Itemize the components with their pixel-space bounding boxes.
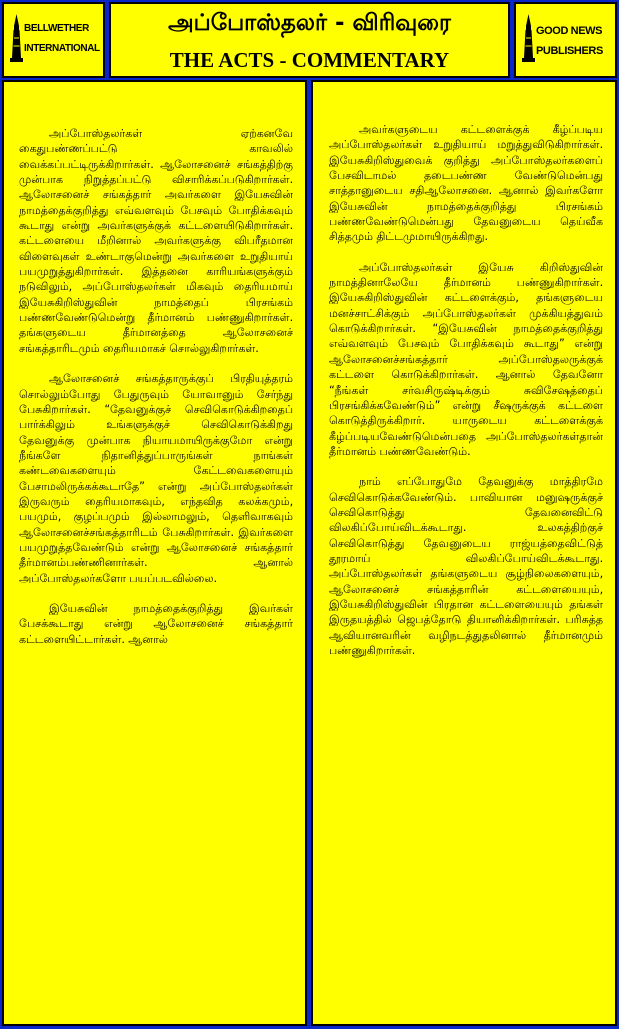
logo-right-line1: GOOD NEWS	[536, 25, 603, 37]
logo-left-line2: INTERNATIONAL	[24, 43, 100, 54]
tower-icon	[522, 14, 535, 64]
logo-left-line1: BELLWETHER	[24, 23, 89, 34]
right-text-column	[311, 80, 617, 1026]
left-text-column	[2, 80, 307, 1026]
logo-right-line2: PUBLISHERS	[536, 45, 603, 57]
page-title-tamil: அப்போஸ்தலர் - விரிவுரை	[168, 10, 451, 36]
paragraph: ஆலோசனைச் சங்கத்தாருக்குப் பிரதியுத்தரம் சொல்லும்போது பேதுருவும் யோவானும் சேர்ந்து பேசுகிறார்கள். “தேவனுக்குச் செவிகொடுக்கிறதைப் பார்க்கிலும் உங்களுக்குச் செவிகொடுக்கிறது தேவனுக்கு முன்பாக நியாயமாயிருக்குமோ என்று நீங்களே நிதானித்துப்பாருங்கள் நாங்கள் கண்டவைகளையும் கேட்டவைகளையும் பேசாமலிருக்கக்கூடாதே” என்று அப்போஸ்தலர்கள் இருவரும் தைரியமாகவும், எந்தவித கலக்கமும், பயமும், குழப்பமும் இல்லாமலும், தெளிவாகவும் ஆலோசனைச்சங்கத்தாரிடம் பேசுகிறார்கள். இவர்களை பயமுறுத்தவேண்டும் என்று ஆலோசனைச் சங்கத்தார் தீர்மானம்பண்ணினார்கள். ஆனால் அப்போஸ்தலர்களோ பயப்படவில்லை.	[19, 372, 293, 585]
paragraph: அப்போஸ்தலர்கள் ஏற்கனவே கைதுபண்ணப்பட்டு காவலில் வைக்கப்பட்டிருக்கிறார்கள். ஆலோசனைச் சங்கத்திற்கு முன்பாக நிறுத்தப்பட்டு விசாரிக்கப்படுகிறார்கள். ஆலோசனைச் சங்கத்தார் அவர்களை இயேசுவின் நாமத்தைக்குறித்து எவ்வளவும் பேசவும் போதிக்கவும் கூடாது என்று அவர்களுக்குக் கட்டளையிடுகிறார்கள். கட்டளையை மீறினால் அவர்களுக்கு விபரீதமான விளைவுகள் உண்டாகுமென்று அவர்களை உறுதியாய் பயமுறுத்துகிறார்கள். இத்தனை காரியங்களுக்கும் நடுவிலும், அப்போஸ்தலர்கள் மிகவும் தைரியமாய் இயேசுகிறிஸ்துவின் நாமத்தைப் பிரசங்கம் பண்ணவேண்டுமென்று தீர்மானம் பண்ணுகிறார்கள். தங்களுடைய தீர்மானத்தை ஆலோசனைச் சங்கத்தாரிடமும் தைரியமாகச் சொல்லுகிறார்கள்.	[19, 127, 293, 355]
page-title-english: THE ACTS - COMMENTARY	[169, 48, 450, 72]
paragraph: நாம் எப்போதுமே தேவனுக்கு மாத்திரமே செவிகொடுக்கவேண்டும். பாவியான மனுஷருக்குச் செவிகொடுத்து தேவனைவிட்டு விலகிப்போய்விடக்கூடாது. உலகத்திற்குச் செவிகொடுத்து தேவனுடைய ராஜ்யத்தைவிட்டுத் தூரமாய் விலகிப்போய்விடக்கூடாது. அப்போஸ்தலர்கள் தங்களுடைய சூழ்நிலைகளையும், ஆலோசனைச் சங்கத்தாரின் கட்டளையையும், இயேசுகிறிஸ்துவின் பிரதான கட்டளையையும் தங்கள் இருதயத்தில் ஜெபத்தோடு தியானிக்கிறார்கள். பரிசுத்த ஆவியானவரின் வழிநடத்துதலினால் தீர்மானமும் பண்ணுகிறார்கள்.	[329, 475, 603, 657]
paragraph: இயேசுவின் நாமத்தைக்குறித்து இவர்கள் பேசக்கூடாது என்று ஆலோசனைச் சங்கத்தார் கட்டளையிட்டார்கள். ஆனால்	[19, 601, 293, 646]
tower-icon	[10, 14, 23, 64]
paragraph: அவர்களுடைய கட்டளைக்குக் கீழ்ப்படிய அப்போஸ்தலர்கள் உறுதியாய் மறுத்துவிடுகிறார்கள். இயேசுகிறிஸ்துவைக் குறித்து அப்போஸ்தலர்களைப் பேசவிடாமல் தடைபண்ண வேண்டுமென்பது சாத்தானுடைய சதிஆலோசனை. ஆனால் இவர்களோ இயேசுவின் நாமத்தைக்குறித்து பிரசங்கம் பண்ணவேண்டுமென்பது தேவனுடைய தெய்வீக சித்தமும் திட்டமுமாயிருக்கிறது.	[329, 123, 603, 244]
title-banner	[109, 2, 510, 78]
publisher-logo-left	[2, 2, 105, 78]
paragraph: அப்போஸ்தலர்கள் இயேசு கிறிஸ்துவின் நாமத்தினாலேயே தீர்மானம் பண்ணுகிறார்கள். இயேசுகிறிஸ்துவின் கட்டளைக்கும், தங்களுடைய மனச்சாட்சிக்கும் அப்போஸ்தலர்கள் முக்கியத்துவம் கொடுக்கிறார்கள். “இயேசுவின் நாமத்தைக்குறித்து எவ்வளவும் பேசவும் போதிக்கவும் கூடாது” என்று ஆலோசனைச்சங்கத்தார் அப்போஸ்தலருக்குக் கட்டளை கொடுக்கிறார்கள். ஆனால் தேவனோ “நீங்கள் சர்வசிருஷ்டிக்கும் சுவிசேஷத்தைப் பிரசங்கிக்கவேண்டும்” என்று சீஷருக்குக் கட்டளை கொடுத்திருக்கிறார். யாருடைய கட்டளைக்குக் கீழ்ப்படியவேண்டுமென்பதை அப்போஸ்தலர்கள்தான் தீர்மானம் பண்ணவேண்டும்.	[329, 260, 603, 458]
publisher-logo-right	[514, 2, 617, 78]
